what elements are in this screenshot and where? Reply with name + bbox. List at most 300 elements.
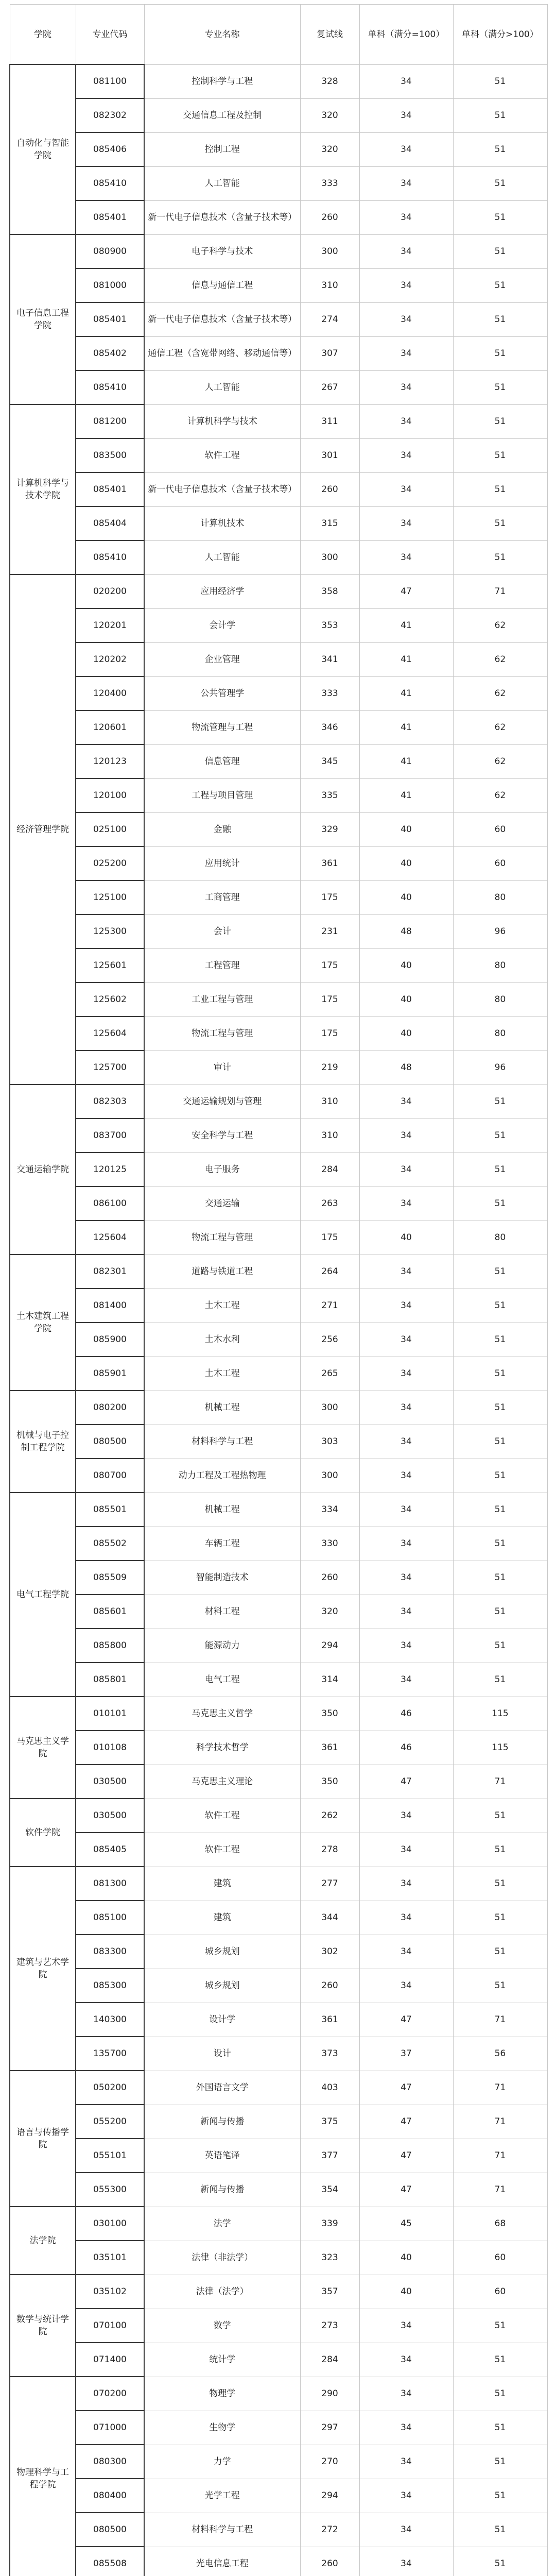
major-cell: 城乡规划 [144,1935,300,1969]
single-over-100-cell: 51 [453,438,547,472]
code-cell: 120601 [76,710,144,744]
single-100-cell: 41 [359,710,453,744]
single-100-cell: 34 [359,1595,453,1629]
code-cell: 120201 [76,608,144,642]
single-over-100-cell: 51 [453,1084,547,1118]
code-cell: 030500 [76,1765,144,1799]
table-row [10,1901,547,1935]
single-over-100-cell: 62 [453,608,547,642]
single-over-100-cell: 51 [453,370,547,404]
code-cell: 085410 [76,540,144,574]
table-row [10,540,547,574]
single-over-100-cell: 51 [453,404,547,438]
code-cell: 020200 [76,574,144,608]
table-row [10,506,547,540]
line-cell: 270 [300,2445,359,2479]
single-100-cell: 40 [359,2241,453,2275]
single-over-100-cell: 51 [453,98,547,132]
single-over-100-cell: 51 [453,2513,547,2547]
college-cell: 数学与统计学院 [10,2275,76,2377]
code-cell: 055101 [76,2139,144,2173]
single-over-100-cell: 51 [453,1459,547,1493]
header-code: 专业代码 [76,5,144,65]
line-cell: 273 [300,2309,359,2343]
table-row [10,302,547,336]
table-row [10,404,547,438]
single-over-100-cell: 80 [453,1016,547,1050]
line-cell: 311 [300,404,359,438]
code-cell: 030500 [76,1799,144,1833]
single-over-100-cell: 51 [453,506,547,540]
line-cell: 302 [300,1935,359,1969]
single-100-cell: 34 [359,2343,453,2377]
line-cell: 328 [300,64,359,98]
line-cell: 265 [300,1357,359,1391]
single-over-100-cell: 60 [453,2275,547,2309]
table-row [10,1969,547,2003]
major-cell: 力学 [144,2445,300,2479]
major-cell: 工商管理 [144,880,300,914]
major-cell: 材料工程 [144,1595,300,1629]
code-cell: 120125 [76,1153,144,1187]
table-row [10,268,547,302]
single-over-100-cell: 80 [453,1221,547,1255]
table-row [10,1050,547,1084]
table-row [10,2343,547,2377]
college-cell: 软件学院 [10,1799,76,1867]
single-100-cell: 34 [359,1187,453,1221]
single-over-100-cell: 115 [453,1731,547,1765]
table-row [10,1765,547,1799]
table-row [10,1561,547,1595]
major-cell: 安全科学与工程 [144,1118,300,1153]
line-cell: 260 [300,1561,359,1595]
line-cell: 353 [300,608,359,642]
single-over-100-cell: 68 [453,2207,547,2241]
single-100-cell: 46 [359,1697,453,1731]
single-over-100-cell: 51 [453,64,547,98]
code-cell: 030100 [76,2207,144,2241]
table-row [10,812,547,846]
code-cell: 071000 [76,2411,144,2445]
major-cell: 数学 [144,2309,300,2343]
single-100-cell: 46 [359,1731,453,1765]
table-row [10,2003,547,2037]
single-over-100-cell: 51 [453,2309,547,2343]
table-row [10,2445,547,2479]
single-over-100-cell: 80 [453,982,547,1016]
major-cell: 土木工程 [144,1289,300,1323]
code-cell: 083700 [76,1118,144,1153]
table-row [10,2105,547,2139]
single-100-cell: 41 [359,608,453,642]
table-row [10,1833,547,1867]
major-cell: 软件工程 [144,438,300,472]
single-100-cell: 34 [359,1289,453,1323]
single-over-100-cell: 51 [453,1833,547,1867]
major-cell: 软件工程 [144,1833,300,1867]
single-100-cell: 47 [359,2173,453,2207]
major-cell: 电子科学与技术 [144,234,300,268]
line-cell: 403 [300,2071,359,2105]
single-100-cell: 34 [359,1084,453,1118]
code-cell: 082302 [76,98,144,132]
table-row [10,2071,547,2105]
college-cell: 交通运输学院 [10,1084,76,1255]
single-100-cell: 34 [359,1663,453,1697]
table-row [10,2241,547,2275]
line-cell: 354 [300,2173,359,2207]
code-cell: 080400 [76,2479,144,2513]
table-row [10,2139,547,2173]
code-cell: 085901 [76,1357,144,1391]
single-100-cell: 47 [359,574,453,608]
major-cell: 智能制造技术 [144,1561,300,1595]
single-over-100-cell: 71 [453,2071,547,2105]
single-100-cell: 34 [359,1118,453,1153]
code-cell: 086100 [76,1187,144,1221]
code-cell: 085509 [76,1561,144,1595]
table-row [10,1289,547,1323]
single-over-100-cell: 62 [453,710,547,744]
table-row [10,1187,547,1221]
single-over-100-cell: 62 [453,676,547,710]
college-cell: 土木建筑工程学院 [10,1255,76,1391]
line-cell: 262 [300,1799,359,1833]
code-cell: 025200 [76,846,144,880]
code-cell: 082303 [76,1084,144,1118]
single-100-cell: 47 [359,2003,453,2037]
code-cell: 081400 [76,1289,144,1323]
single-over-100-cell: 71 [453,2003,547,2037]
line-cell: 361 [300,2003,359,2037]
header-major: 专业名称 [144,5,300,65]
major-cell: 应用经济学 [144,574,300,608]
single-100-cell: 41 [359,676,453,710]
table-row [10,2037,547,2071]
code-cell: 085401 [76,472,144,506]
single-100-cell: 34 [359,1391,453,1425]
single-over-100-cell: 51 [453,472,547,506]
single-100-cell: 45 [359,2207,453,2241]
single-over-100-cell: 51 [453,2479,547,2513]
line-cell: 274 [300,302,359,336]
single-100-cell: 34 [359,166,453,200]
table-row [10,132,547,166]
line-cell: 339 [300,2207,359,2241]
college-cell: 语言与传播学院 [10,2071,76,2207]
single-100-cell: 41 [359,744,453,778]
table-row [10,846,547,880]
table-row [10,1459,547,1493]
line-cell: 231 [300,914,359,948]
major-cell: 公共管理学 [144,676,300,710]
single-100-cell: 34 [359,506,453,540]
table-row [10,2411,547,2445]
table-row [10,2275,547,2309]
single-over-100-cell: 51 [453,2377,547,2411]
table-row [10,608,547,642]
single-over-100-cell: 96 [453,1050,547,1084]
table-row [10,2173,547,2207]
single-100-cell: 34 [359,1459,453,1493]
code-cell: 125700 [76,1050,144,1084]
major-cell: 设计 [144,2037,300,2071]
line-cell: 175 [300,948,359,982]
major-cell: 控制工程 [144,132,300,166]
major-cell: 人工智能 [144,166,300,200]
line-cell: 300 [300,1391,359,1425]
single-100-cell: 34 [359,1867,453,1901]
line-cell: 335 [300,778,359,812]
major-cell: 电气工程 [144,1663,300,1697]
single-over-100-cell: 60 [453,812,547,846]
line-cell: 271 [300,1289,359,1323]
single-over-100-cell: 56 [453,2037,547,2071]
table-row [10,1118,547,1153]
single-over-100-cell: 51 [453,336,547,370]
single-over-100-cell: 51 [453,1323,547,1357]
code-cell: 080300 [76,2445,144,2479]
single-over-100-cell: 115 [453,1697,547,1731]
code-cell: 125300 [76,914,144,948]
major-cell: 土木水利 [144,1323,300,1357]
single-over-100-cell: 71 [453,2105,547,2139]
line-cell: 314 [300,1663,359,1697]
table-row [10,574,547,608]
single-over-100-cell: 51 [453,2343,547,2377]
code-cell: 080900 [76,234,144,268]
single-100-cell: 34 [359,132,453,166]
line-cell: 290 [300,2377,359,2411]
code-cell: 070100 [76,2309,144,2343]
code-cell: 085401 [76,302,144,336]
table-row [10,1629,547,1663]
single-100-cell: 34 [359,2411,453,2445]
major-cell: 生物学 [144,2411,300,2445]
major-cell: 物流工程与管理 [144,1221,300,1255]
single-100-cell: 34 [359,472,453,506]
single-over-100-cell: 71 [453,1765,547,1799]
single-over-100-cell: 51 [453,2445,547,2479]
single-over-100-cell: 51 [453,132,547,166]
line-cell: 260 [300,1969,359,2003]
table-row [10,234,547,268]
line-cell: 320 [300,1595,359,1629]
code-cell: 085300 [76,1969,144,2003]
major-cell: 法律（法学） [144,2275,300,2309]
college-cell: 电子信息工程学院 [10,234,76,404]
single-100-cell: 47 [359,2139,453,2173]
line-cell: 333 [300,166,359,200]
single-100-cell: 34 [359,64,453,98]
single-100-cell: 34 [359,200,453,234]
code-cell: 125601 [76,948,144,982]
college-cell: 经济管理学院 [10,574,76,1084]
code-cell: 120202 [76,642,144,676]
single-over-100-cell: 60 [453,2241,547,2275]
table-row [10,1527,547,1561]
code-cell: 125604 [76,1016,144,1050]
header-single-over-100: 单科（满分>100） [453,5,547,65]
line-cell: 294 [300,1629,359,1663]
table-row [10,914,547,948]
line-cell: 263 [300,1187,359,1221]
major-cell: 计算机技术 [144,506,300,540]
line-cell: 219 [300,1050,359,1084]
code-cell: 085404 [76,506,144,540]
major-cell: 建筑 [144,1901,300,1935]
table-row [10,336,547,370]
code-cell: 085100 [76,1901,144,1935]
major-cell: 设计学 [144,2003,300,2037]
major-cell: 审计 [144,1050,300,1084]
table-row [10,1391,547,1425]
code-cell: 035102 [76,2275,144,2309]
code-cell: 085406 [76,132,144,166]
code-cell: 125604 [76,1221,144,1255]
major-cell: 能源动力 [144,1629,300,1663]
code-cell: 081200 [76,404,144,438]
table-row [10,948,547,982]
single-100-cell: 47 [359,2105,453,2139]
table-row [10,1731,547,1765]
table-row [10,438,547,472]
major-cell: 机械工程 [144,1391,300,1425]
code-cell: 080700 [76,1459,144,1493]
single-over-100-cell: 51 [453,1561,547,1595]
code-cell: 055300 [76,2173,144,2207]
line-cell: 294 [300,2479,359,2513]
table-row [10,1663,547,1697]
table-row [10,676,547,710]
major-cell: 金融 [144,812,300,846]
table-row [10,1799,547,1833]
line-cell: 357 [300,2275,359,2309]
single-over-100-cell: 51 [453,540,547,574]
line-cell: 320 [300,132,359,166]
single-100-cell: 34 [359,1901,453,1935]
table-row [10,880,547,914]
major-cell: 物理学 [144,2377,300,2411]
major-cell: 软件工程 [144,1799,300,1833]
single-100-cell: 40 [359,846,453,880]
major-cell: 交通运输 [144,1187,300,1221]
major-cell: 工程与项目管理 [144,778,300,812]
code-cell: 085401 [76,200,144,234]
table-row [10,2377,547,2411]
line-cell: 330 [300,1527,359,1561]
major-cell: 交通信息工程及控制 [144,98,300,132]
single-over-100-cell: 51 [453,1118,547,1153]
major-cell: 控制科学与工程 [144,64,300,98]
line-cell: 260 [300,2547,359,2576]
major-cell: 法律（非法学） [144,2241,300,2275]
line-cell: 303 [300,1425,359,1459]
major-cell: 土木工程 [144,1357,300,1391]
single-100-cell: 34 [359,404,453,438]
line-cell: 361 [300,1731,359,1765]
major-cell: 统计学 [144,2343,300,2377]
major-cell: 人工智能 [144,370,300,404]
code-cell: 055200 [76,2105,144,2139]
major-cell: 交通运输规划与管理 [144,1084,300,1118]
college-cell: 马克思主义学院 [10,1697,76,1799]
line-cell: 272 [300,2513,359,2547]
table-row [10,2309,547,2343]
line-cell: 310 [300,1118,359,1153]
major-cell: 城乡规划 [144,1969,300,2003]
major-cell: 会计 [144,914,300,948]
code-cell: 083300 [76,1935,144,1969]
header-line: 复试线 [300,5,359,65]
line-cell: 175 [300,1016,359,1050]
major-cell: 物流管理与工程 [144,710,300,744]
major-cell: 光电信息工程 [144,2547,300,2576]
major-cell: 建筑 [144,1867,300,1901]
line-cell: 341 [300,642,359,676]
major-cell: 物流工程与管理 [144,1016,300,1050]
table-row [10,1255,547,1289]
code-cell: 081000 [76,268,144,302]
line-cell: 320 [300,98,359,132]
single-100-cell: 37 [359,2037,453,2071]
single-100-cell: 40 [359,812,453,846]
single-over-100-cell: 80 [453,880,547,914]
line-cell: 256 [300,1323,359,1357]
line-cell: 346 [300,710,359,744]
major-cell: 会计学 [144,608,300,642]
single-over-100-cell: 51 [453,1425,547,1459]
table-row [10,2207,547,2241]
line-cell: 307 [300,336,359,370]
single-100-cell: 34 [359,268,453,302]
single-over-100-cell: 60 [453,846,547,880]
line-cell: 350 [300,1765,359,1799]
code-cell: 010108 [76,1731,144,1765]
single-100-cell: 47 [359,1765,453,1799]
code-cell: 081100 [76,64,144,98]
code-cell: 085405 [76,1833,144,1867]
major-cell: 电子服务 [144,1153,300,1187]
code-cell: 080200 [76,1391,144,1425]
table-row [10,1153,547,1187]
single-over-100-cell: 62 [453,642,547,676]
major-cell: 新闻与传播 [144,2173,300,2207]
single-over-100-cell: 51 [453,1935,547,1969]
code-cell: 085900 [76,1323,144,1357]
table-row [10,1084,547,1118]
major-cell: 企业管理 [144,642,300,676]
single-over-100-cell: 51 [453,200,547,234]
table-row [10,2547,547,2576]
single-100-cell: 34 [359,1357,453,1391]
code-cell: 035101 [76,2241,144,2275]
line-cell: 267 [300,370,359,404]
score-table [9,4,548,2576]
single-over-100-cell: 51 [453,1153,547,1187]
line-cell: 277 [300,1867,359,1901]
single-over-100-cell: 51 [453,1493,547,1527]
line-cell: 301 [300,438,359,472]
table-row [10,64,547,98]
single-over-100-cell: 51 [453,1867,547,1901]
line-cell: 175 [300,880,359,914]
line-cell: 315 [300,506,359,540]
table-row [10,2513,547,2547]
single-over-100-cell: 71 [453,574,547,608]
code-cell: 080500 [76,2513,144,2547]
